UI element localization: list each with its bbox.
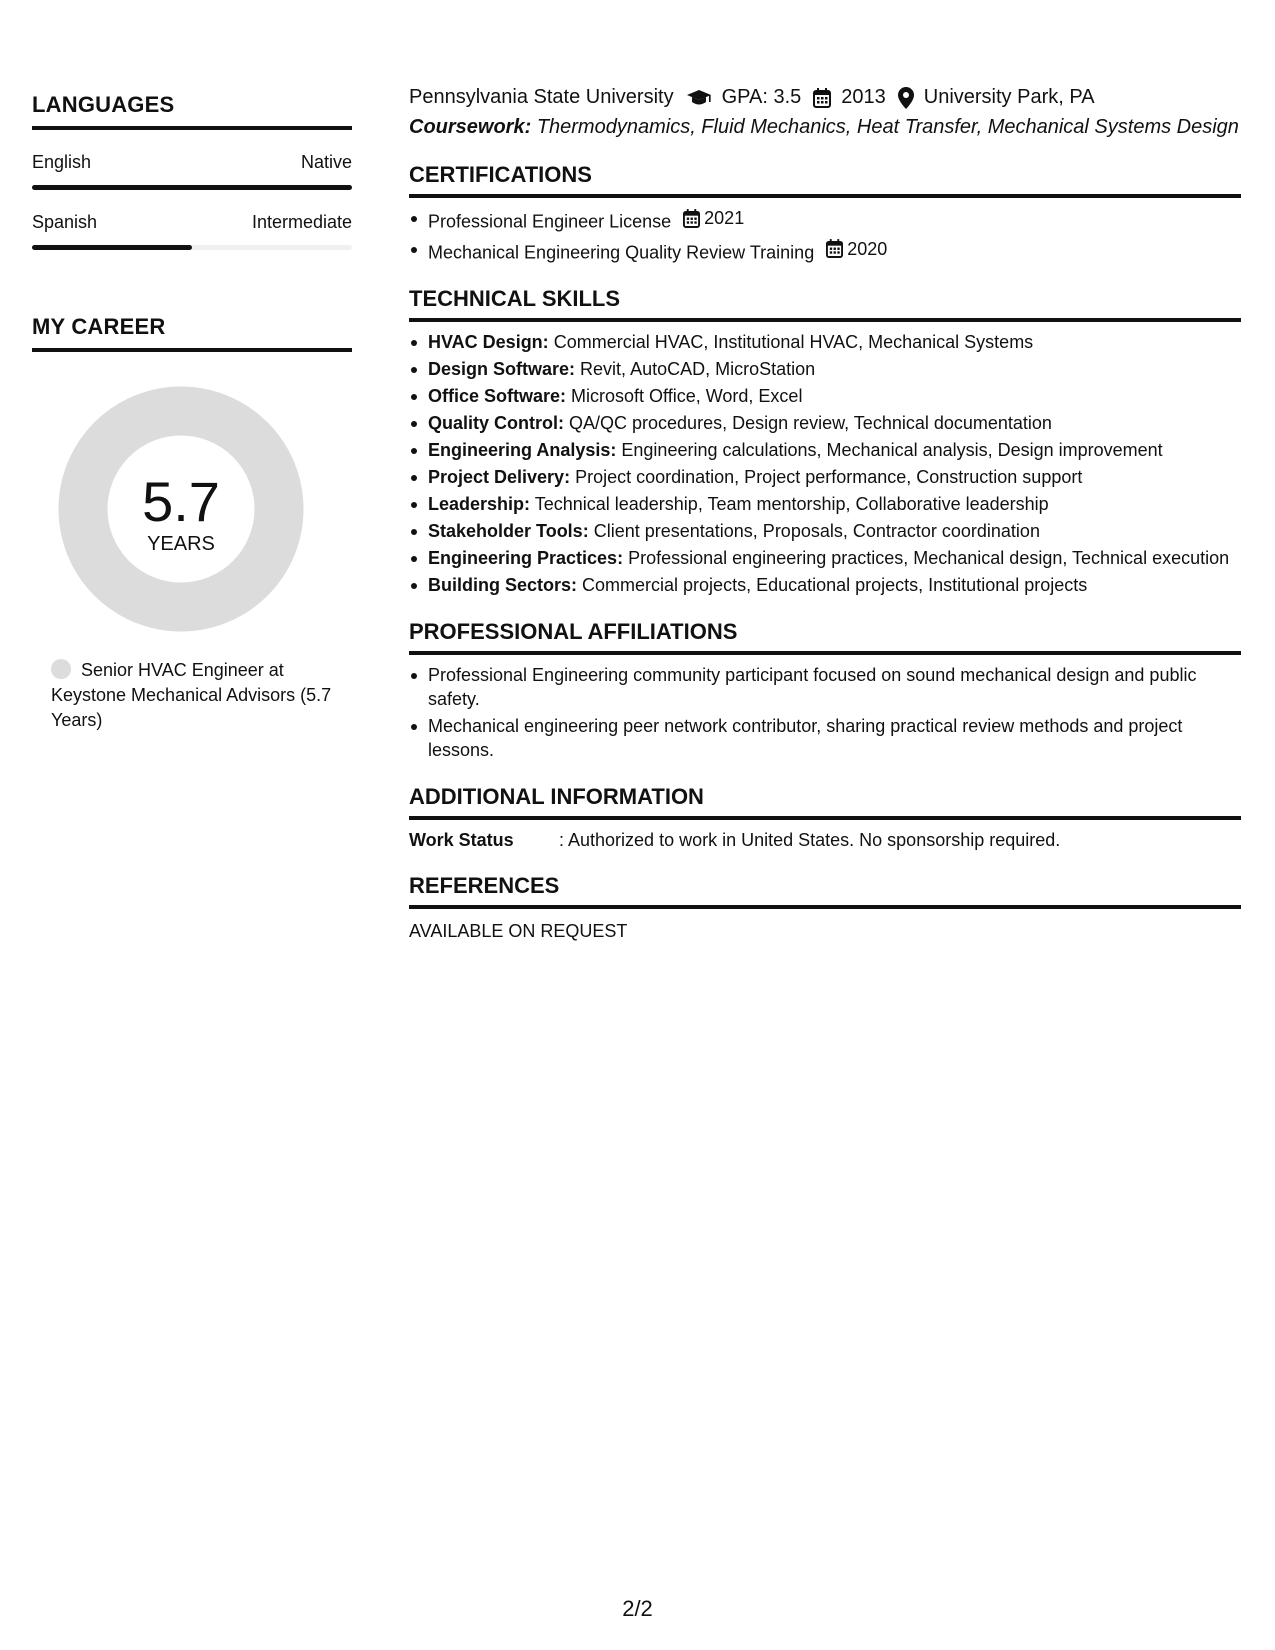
language-proficiency-fill <box>32 245 192 250</box>
calendar-icon <box>826 239 843 258</box>
career-years-unit: YEARS <box>147 532 215 555</box>
language-item <box>32 212 352 250</box>
skill-text: Professional engineering practices, Mechanical design, Technical execution <box>628 548 1230 568</box>
right-column <box>409 86 1241 942</box>
skill-item <box>409 357 1241 381</box>
references-section <box>409 873 1241 942</box>
skill-item <box>409 438 1241 462</box>
skills-title: TECHNICAL SKILLS <box>409 286 1241 322</box>
education-location: University Park, PA <box>923 86 1095 108</box>
affiliation-item: Professional Engineering community participant focused on sound mechanical design and public safety. <box>409 663 1241 711</box>
coursework-label: Coursework: <box>409 116 532 138</box>
education-gpa: GPA: 3.5 <box>721 86 802 108</box>
career-legend-dot <box>51 659 71 679</box>
coursework-text: Thermodynamics, Fluid Mechanics, Heat Transfer, Mechanical Systems Design <box>536 116 1239 138</box>
language-level: Native <box>300 152 352 172</box>
career-title: MY CAREER <box>32 314 352 352</box>
affiliation-item: Mechanical engineering peer network contributor, sharing practical review methods and project lessons. <box>409 714 1241 762</box>
skill-item <box>409 519 1241 543</box>
education-school: Pennsylvania State University <box>409 86 674 108</box>
education-year: 2013 <box>841 86 886 108</box>
skill-text: Client presentations, Proposals, Contractor coordination <box>593 521 1040 541</box>
career-section <box>32 314 352 733</box>
skill-label: Quality Control: <box>428 413 564 433</box>
education-section <box>409 86 1241 140</box>
work-status-value: : Authorized to work in United States. No sponsorship required. <box>559 830 1061 850</box>
location-pin-icon <box>898 87 914 109</box>
skill-label: Building Sectors: <box>428 575 578 595</box>
skill-label: Engineering Practices: <box>428 548 624 568</box>
references-title: REFERENCES <box>409 873 1241 909</box>
skill-label: Office Software: <box>428 386 567 406</box>
additional-info-section <box>409 784 1241 851</box>
skill-label: Project Delivery: <box>428 467 571 487</box>
skill-text: Technical leadership, Team mentorship, Collaborative leadership <box>534 494 1049 514</box>
calendar-icon <box>813 88 831 108</box>
calendar-icon <box>683 209 700 228</box>
skill-label: HVAC Design: <box>428 332 549 352</box>
certification-year: 2020 <box>847 238 888 259</box>
skill-item <box>409 411 1241 435</box>
skill-text: Commercial HVAC, Institutional HVAC, Mechanical Systems <box>553 332 1034 352</box>
language-proficiency-bar <box>32 245 352 250</box>
skill-text: Revit, AutoCAD, MicroStation <box>580 359 816 379</box>
affiliations-title: PROFESSIONAL AFFILIATIONS <box>409 619 1241 655</box>
career-years-value: 5.7 <box>142 469 220 533</box>
language-name: Spanish <box>32 212 98 232</box>
skill-label: Design Software: <box>428 359 576 379</box>
certification-name: Mechanical Engineering Quality Review Training <box>428 242 815 262</box>
education-coursework <box>409 115 1241 140</box>
left-column <box>32 92 352 733</box>
work-status-row <box>409 830 1241 851</box>
skill-item <box>409 546 1241 570</box>
affiliations-section <box>409 619 1241 762</box>
skill-text: Engineering calculations, Mechanical analysis, Design improvement <box>621 440 1163 460</box>
skill-item <box>409 330 1241 354</box>
skill-item <box>409 492 1241 516</box>
language-proficiency-fill <box>32 185 352 190</box>
certification-item <box>409 206 1241 234</box>
career-entry-text: Senior HVAC Engineer at Keystone Mechanical Advisors (5.7 Years) <box>51 660 332 730</box>
skill-label: Engineering Analysis: <box>428 440 617 460</box>
skill-label: Leadership: <box>428 494 531 514</box>
skill-text: QA/QC procedures, Design review, Technical documentation <box>569 413 1052 433</box>
skill-text: Commercial projects, Educational projects, Institutional projects <box>582 575 1088 595</box>
work-status-label: Work Status <box>409 830 514 850</box>
career-entry <box>51 658 341 733</box>
graduation-cap-icon <box>686 89 712 107</box>
language-level: Intermediate <box>251 212 352 232</box>
language-item <box>32 152 352 190</box>
skill-text: Microsoft Office, Word, Excel <box>571 386 803 406</box>
skill-item <box>409 573 1241 597</box>
certifications-title: CERTIFICATIONS <box>409 162 1241 198</box>
language-proficiency-bar <box>32 185 352 190</box>
career-years-donut <box>58 386 304 632</box>
languages-title: LANGUAGES <box>32 92 352 130</box>
skill-item <box>409 465 1241 489</box>
additional-info-title: ADDITIONAL INFORMATION <box>409 784 1241 820</box>
certification-name: Professional Engineer License <box>428 211 672 232</box>
page-number: 2/2 <box>622 1596 653 1621</box>
references-text: AVAILABLE ON REQUEST <box>409 921 628 941</box>
skills-section <box>409 286 1241 597</box>
languages-section <box>32 92 352 250</box>
certification-item <box>409 237 1241 265</box>
certifications-section <box>409 162 1241 264</box>
language-name: English <box>32 152 92 172</box>
certification-year: 2021 <box>704 208 745 228</box>
skill-label: Stakeholder Tools: <box>428 521 589 541</box>
skill-text: Project coordination, Project performance, Construction support <box>575 467 1083 487</box>
skill-item <box>409 384 1241 408</box>
